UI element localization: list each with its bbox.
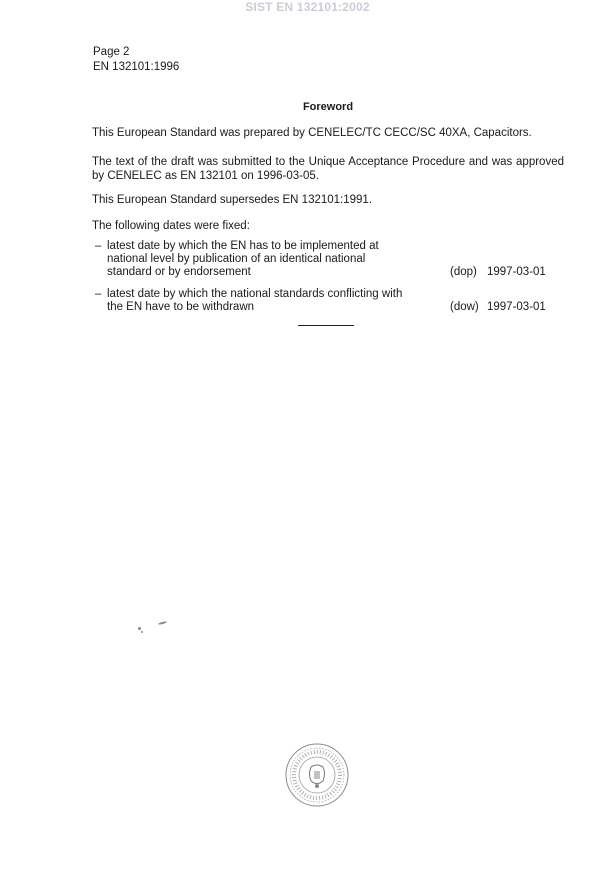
date-item-date: 1997-03-01 xyxy=(487,301,546,313)
paragraph-supersedes: This European Standard supersedes EN 132101:1991. xyxy=(92,194,373,206)
date-item-text: latest date by which the EN has to be implemented at national level by publication of an identical national standard or by endorsement xyxy=(107,240,379,278)
scan-mark xyxy=(138,627,141,630)
section-title: Foreword xyxy=(302,101,354,113)
paragraph-prepared-by: This European Standard was prepared by CENELEC/TC CECC/SC 40XA, Capacitors. xyxy=(92,127,532,139)
date-item-dow xyxy=(95,288,555,314)
page-number: Page 2 xyxy=(93,46,130,58)
circular-seal-stamp-icon xyxy=(284,742,350,808)
date-item-dop xyxy=(95,240,555,279)
standard-number: EN 132101:1996 xyxy=(93,61,180,73)
end-rule xyxy=(298,325,354,326)
scan-mark xyxy=(141,631,143,633)
date-item-date: 1997-03-01 xyxy=(487,266,546,278)
list-dash: – xyxy=(95,240,102,252)
page-header xyxy=(93,45,179,75)
date-item-code: (dop) xyxy=(450,266,477,278)
date-item-code: (dow) xyxy=(450,301,479,313)
paragraph-draft-approval: The text of the draft was submitted to the Unique Acceptance Procedure and was approved by CENELEC as EN 132101 on 1996-03-05. xyxy=(92,156,564,182)
date-item-text: latest date by which the national standards conflicting with the EN have to be withdrawn xyxy=(107,288,403,313)
list-dash: – xyxy=(95,288,102,300)
dates-intro: The following dates were fixed: xyxy=(92,220,250,232)
document-watermark: SIST EN 132101:2002 xyxy=(245,0,370,14)
scan-mark xyxy=(158,621,167,625)
